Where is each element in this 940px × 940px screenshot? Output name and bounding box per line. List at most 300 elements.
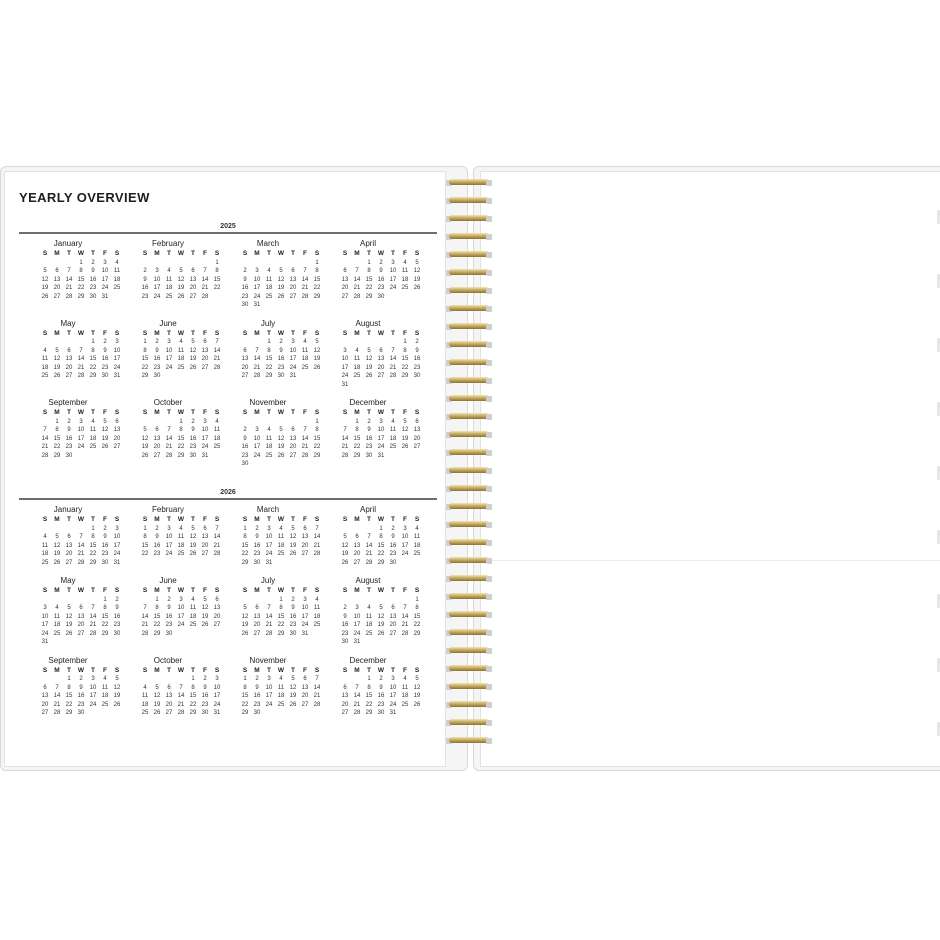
day-number: 28 <box>313 701 321 708</box>
day-number: 29 <box>413 630 421 637</box>
day-number: 28 <box>389 373 397 379</box>
day-number: 13 <box>341 276 349 283</box>
weekday-header: S <box>42 516 48 523</box>
day-number: 19 <box>289 693 297 699</box>
weekday-header: W <box>77 666 85 674</box>
day-number: 10 <box>341 356 349 362</box>
weekday-header: S <box>114 250 120 257</box>
day-number: 7 <box>55 684 59 691</box>
weekday-header: T <box>291 516 295 523</box>
day-number: 30 <box>253 559 261 566</box>
day-number: 31 <box>301 630 309 637</box>
day-number: 20 <box>289 444 297 450</box>
month-calendar-january <box>19 504 121 567</box>
month-calendar-march <box>219 238 321 310</box>
day-number: 10 <box>253 435 261 442</box>
day-number: 25 <box>177 551 185 557</box>
day-number: 10 <box>265 534 273 540</box>
day-number: 9 <box>91 268 95 274</box>
day-number: 14 <box>313 534 321 540</box>
weekday-header: S <box>42 587 48 594</box>
day-number: 15 <box>313 435 321 442</box>
day-number: 11 <box>301 347 309 354</box>
weekday-header: T <box>267 409 271 416</box>
day-number: 19 <box>201 613 209 620</box>
month-name: March <box>256 505 280 514</box>
day-number: 3 <box>267 525 271 532</box>
day-number: 2 <box>103 339 107 345</box>
day-number: 20 <box>241 364 249 371</box>
day-number: 16 <box>65 435 73 442</box>
day-number: 17 <box>113 356 121 362</box>
day-number: 22 <box>241 701 249 708</box>
day-number: 9 <box>203 684 207 691</box>
day-number: 31 <box>201 452 209 459</box>
day-number: 21 <box>165 444 173 450</box>
empty-day-cell <box>251 338 263 347</box>
day-number: 28 <box>165 452 173 459</box>
months-grid <box>19 238 437 469</box>
day-number: 28 <box>401 630 409 637</box>
day-number: 19 <box>365 364 373 371</box>
weekday-header: S <box>114 666 120 674</box>
day-number: 23 <box>341 630 349 637</box>
weekday-header: M <box>354 516 360 523</box>
day-number: 20 <box>41 701 49 708</box>
day-number: 16 <box>377 276 385 283</box>
weekday-header: M <box>54 587 60 594</box>
weekday-header: F <box>403 666 407 674</box>
day-number: 12 <box>101 427 109 433</box>
weekday-header: F <box>103 329 107 337</box>
month-calendar-april <box>319 238 421 310</box>
day-number: 11 <box>313 605 321 611</box>
day-number: 26 <box>189 551 197 557</box>
day-number: 16 <box>241 285 249 291</box>
month-calendar-june <box>119 318 221 390</box>
day-number: 16 <box>165 613 173 620</box>
day-number: 4 <box>279 676 283 682</box>
day-number: 12 <box>201 605 209 611</box>
empty-day-cell <box>39 525 51 534</box>
day-number: 30 <box>153 373 161 379</box>
day-number: 29 <box>177 452 185 459</box>
day-number: 3 <box>115 339 119 345</box>
day-number: 19 <box>101 435 109 442</box>
day-number: 2 <box>67 418 71 425</box>
spiral-ring <box>446 610 492 620</box>
day-number: 25 <box>365 630 373 637</box>
day-number: 14 <box>41 435 49 442</box>
empty-day-cell <box>51 596 63 605</box>
day-grid <box>319 409 421 460</box>
day-grid <box>219 250 321 310</box>
spiral-ring <box>446 628 492 638</box>
day-number: 26 <box>413 285 421 291</box>
day-grid <box>219 516 321 567</box>
day-number: 22 <box>65 701 73 708</box>
weekday-header: W <box>277 329 285 337</box>
day-number: 29 <box>189 710 197 716</box>
day-number: 28 <box>301 452 309 459</box>
day-number: 3 <box>403 525 407 532</box>
day-number: 30 <box>241 302 249 308</box>
day-number: 4 <box>403 676 407 682</box>
day-number: 3 <box>43 605 47 611</box>
day-number: 5 <box>415 676 419 682</box>
weekday-header: F <box>303 666 307 674</box>
weekday-header: T <box>167 516 171 523</box>
day-number: 11 <box>277 534 285 540</box>
day-number: 14 <box>389 356 397 362</box>
day-number: 6 <box>415 418 419 425</box>
day-number: 7 <box>267 605 271 611</box>
day-number: 24 <box>201 444 209 450</box>
day-number: 6 <box>203 339 207 345</box>
month-calendar-july <box>219 318 321 390</box>
weekday-header: M <box>54 516 60 523</box>
day-number: 6 <box>355 534 359 540</box>
weekday-header: W <box>177 329 185 337</box>
weekday-header: F <box>303 587 307 594</box>
weekday-header: M <box>154 250 160 257</box>
day-number: 3 <box>203 418 207 425</box>
day-grid <box>19 250 121 301</box>
day-number: 20 <box>289 285 297 291</box>
day-number: 28 <box>365 559 373 566</box>
day-number: 17 <box>213 693 221 699</box>
month-name: September <box>48 398 88 407</box>
weekday-header: W <box>377 329 385 337</box>
day-number: 9 <box>367 427 371 433</box>
weekday-header: M <box>154 587 160 594</box>
weekday-header: T <box>367 516 371 523</box>
empty-day-cell <box>251 418 263 427</box>
day-number: 8 <box>267 347 271 354</box>
day-number: 19 <box>401 435 409 442</box>
day-number: 23 <box>365 444 373 450</box>
empty-day-cell <box>263 418 275 427</box>
month-calendar-november <box>219 397 321 469</box>
day-number: 12 <box>65 613 73 620</box>
day-number: 14 <box>77 356 85 362</box>
day-number: 20 <box>65 364 73 371</box>
day-number: 17 <box>153 285 161 291</box>
weekday-header: W <box>277 516 285 523</box>
month-calendar-march <box>219 504 321 567</box>
day-number: 21 <box>353 285 361 291</box>
month-name: December <box>349 398 387 407</box>
weekday-header: T <box>167 250 171 257</box>
day-number: 4 <box>143 684 147 691</box>
day-number: 19 <box>53 364 61 371</box>
day-number: 16 <box>253 693 261 699</box>
day-number: 16 <box>341 622 349 628</box>
weekday-header: S <box>114 516 120 523</box>
year-block-2025 <box>19 222 437 469</box>
empty-day-cell <box>339 525 351 534</box>
day-number: 11 <box>413 534 421 540</box>
day-number: 9 <box>67 427 71 433</box>
day-number: 29 <box>365 710 373 716</box>
weekday-header: F <box>303 250 307 257</box>
day-number: 30 <box>377 293 385 300</box>
day-number: 17 <box>177 613 185 620</box>
empty-day-cell <box>51 675 63 684</box>
day-number: 28 <box>213 551 221 557</box>
day-number: 1 <box>367 259 371 266</box>
months-grid <box>19 504 437 718</box>
weekday-header: M <box>254 587 260 594</box>
day-number: 10 <box>101 268 109 274</box>
day-number: 1 <box>91 525 95 532</box>
day-number: 21 <box>341 444 349 450</box>
day-number: 26 <box>289 551 297 557</box>
weekday-header: W <box>77 516 85 523</box>
day-grid <box>219 409 321 469</box>
day-number: 10 <box>153 276 161 283</box>
weekday-header: T <box>167 666 171 674</box>
day-number: 3 <box>103 259 107 266</box>
day-number: 4 <box>179 339 183 345</box>
day-number: 12 <box>413 684 421 691</box>
weekday-header: S <box>414 587 420 594</box>
empty-day-cell <box>151 259 163 268</box>
day-number: 27 <box>289 293 297 300</box>
day-number: 18 <box>41 551 49 557</box>
weekday-header: W <box>277 587 285 594</box>
day-number: 22 <box>77 285 85 291</box>
day-number: 1 <box>315 418 319 425</box>
day-number: 30 <box>89 293 97 300</box>
day-number: 2 <box>155 339 159 345</box>
weekday-header: S <box>242 329 248 337</box>
day-number: 30 <box>77 710 85 716</box>
day-number: 19 <box>289 542 297 549</box>
weekday-header: W <box>177 516 185 523</box>
day-number: 29 <box>241 559 249 566</box>
weekday-header: M <box>54 250 60 257</box>
day-number: 17 <box>165 542 173 549</box>
day-grid <box>119 587 221 638</box>
day-number: 26 <box>65 630 73 637</box>
day-number: 7 <box>403 605 407 611</box>
day-number: 19 <box>177 285 185 291</box>
day-number: 13 <box>201 534 209 540</box>
day-number: 17 <box>265 542 273 549</box>
day-number: 2 <box>255 525 259 532</box>
day-number: 22 <box>365 285 373 291</box>
weekday-header: S <box>142 666 148 674</box>
day-number: 1 <box>143 339 147 345</box>
day-number: 6 <box>379 347 383 354</box>
day-number: 30 <box>413 373 421 379</box>
day-number: 26 <box>201 622 209 628</box>
day-number: 28 <box>213 364 221 371</box>
day-number: 23 <box>289 622 297 628</box>
day-number: 10 <box>113 347 121 354</box>
day-number: 26 <box>377 630 385 637</box>
day-number: 23 <box>113 622 121 628</box>
weekday-header: T <box>167 409 171 416</box>
day-number: 1 <box>155 596 159 603</box>
day-number: 17 <box>289 356 297 362</box>
month-calendar-may <box>19 318 121 390</box>
day-number: 27 <box>413 444 421 450</box>
day-number: 25 <box>113 285 121 291</box>
day-number: 8 <box>279 605 283 611</box>
month-name: November <box>249 655 287 665</box>
spiral-ring <box>446 394 492 404</box>
day-number: 6 <box>43 684 47 691</box>
day-number: 29 <box>313 452 321 459</box>
day-number: 22 <box>189 701 197 708</box>
day-number: 6 <box>67 534 71 540</box>
day-number: 15 <box>265 356 273 362</box>
day-number: 25 <box>277 551 285 557</box>
day-number: 16 <box>389 542 397 549</box>
day-number: 17 <box>265 693 273 699</box>
day-number: 30 <box>389 559 397 566</box>
day-number: 27 <box>389 630 397 637</box>
day-number: 27 <box>189 293 197 300</box>
day-number: 29 <box>77 293 85 300</box>
day-number: 9 <box>143 276 147 283</box>
day-number: 25 <box>313 622 321 628</box>
day-number: 17 <box>377 435 385 442</box>
day-number: 21 <box>265 622 273 628</box>
weekday-header: T <box>391 516 395 523</box>
month-calendar-october <box>119 397 221 469</box>
day-number: 11 <box>101 684 109 691</box>
day-number: 11 <box>41 356 49 362</box>
day-number: 11 <box>365 613 373 620</box>
weekday-header: T <box>391 250 395 257</box>
day-number: 24 <box>113 364 121 371</box>
day-number: 12 <box>189 534 197 540</box>
spiral-ring <box>446 214 492 224</box>
weekday-header: T <box>367 409 371 416</box>
day-number: 9 <box>167 605 171 611</box>
month-name: October <box>153 398 183 407</box>
weekday-header: F <box>103 587 107 594</box>
day-number: 16 <box>241 444 249 450</box>
day-number: 18 <box>177 542 185 549</box>
day-number: 12 <box>113 684 121 691</box>
day-number: 6 <box>67 347 71 354</box>
day-number: 19 <box>189 542 197 549</box>
day-number: 21 <box>401 622 409 628</box>
month-name: December <box>349 655 387 665</box>
day-number: 14 <box>89 613 97 620</box>
empty-day-cell <box>51 338 63 347</box>
empty-day-cell <box>351 259 363 268</box>
day-number: 1 <box>415 596 419 603</box>
weekday-header: S <box>42 329 48 337</box>
day-number: 21 <box>389 364 397 371</box>
day-number: 24 <box>401 551 409 557</box>
empty-day-cell <box>139 259 151 268</box>
day-number: 2 <box>255 676 259 682</box>
day-number: 15 <box>53 435 61 442</box>
month-calendar-december <box>319 397 421 469</box>
month-calendar-august <box>319 575 421 647</box>
day-number: 4 <box>267 427 271 433</box>
day-number: 18 <box>313 613 321 620</box>
day-number: 20 <box>153 444 161 450</box>
day-number: 4 <box>367 605 371 611</box>
day-number: 3 <box>167 339 171 345</box>
day-number: 4 <box>191 596 195 603</box>
month-name: November <box>249 398 287 407</box>
day-number: 29 <box>377 559 385 566</box>
day-number: 9 <box>279 347 283 354</box>
day-number: 31 <box>389 710 397 716</box>
day-number: 5 <box>43 268 47 274</box>
weekday-header: T <box>367 250 371 257</box>
empty-day-cell <box>299 259 311 268</box>
day-number: 5 <box>367 347 371 354</box>
weekday-header: F <box>403 409 407 416</box>
day-grid <box>19 409 121 460</box>
weekday-header: S <box>342 516 348 523</box>
weekday-header: S <box>42 409 48 416</box>
day-number: 22 <box>101 622 109 628</box>
day-number: 27 <box>53 293 61 300</box>
day-number: 9 <box>243 276 247 283</box>
day-number: 26 <box>153 710 161 716</box>
day-number: 21 <box>213 542 221 549</box>
month-calendar-january <box>19 238 121 310</box>
day-number: 27 <box>301 701 309 708</box>
empty-day-cell <box>63 338 75 347</box>
empty-day-cell <box>175 675 187 684</box>
day-number: 14 <box>77 542 85 549</box>
day-number: 9 <box>379 684 383 691</box>
weekday-header: T <box>191 666 195 674</box>
weekday-header: T <box>91 250 95 257</box>
day-grid <box>319 516 421 567</box>
day-number: 12 <box>313 347 321 354</box>
day-number: 4 <box>355 347 359 354</box>
day-number: 22 <box>313 444 321 450</box>
day-number: 7 <box>67 268 71 274</box>
day-number: 30 <box>377 710 385 716</box>
day-number: 4 <box>267 268 271 274</box>
day-number: 1 <box>55 418 59 425</box>
day-number: 17 <box>253 285 261 291</box>
day-number: 3 <box>303 596 307 603</box>
day-number: 30 <box>289 630 297 637</box>
day-number: 23 <box>189 444 197 450</box>
blank-right-page <box>480 171 940 767</box>
weekday-header: S <box>114 587 120 594</box>
day-number: 23 <box>253 551 261 557</box>
day-number: 6 <box>243 347 247 354</box>
day-number: 16 <box>277 356 285 362</box>
weekday-header: S <box>42 666 48 674</box>
weekday-header: S <box>114 329 120 337</box>
day-number: 5 <box>279 268 283 274</box>
day-number: 5 <box>291 525 295 532</box>
day-number: 20 <box>341 701 349 708</box>
day-number: 21 <box>213 356 221 362</box>
day-number: 30 <box>341 639 349 645</box>
day-number: 5 <box>343 534 347 540</box>
day-number: 23 <box>89 285 97 291</box>
day-number: 22 <box>277 622 285 628</box>
day-number: 15 <box>101 613 109 620</box>
